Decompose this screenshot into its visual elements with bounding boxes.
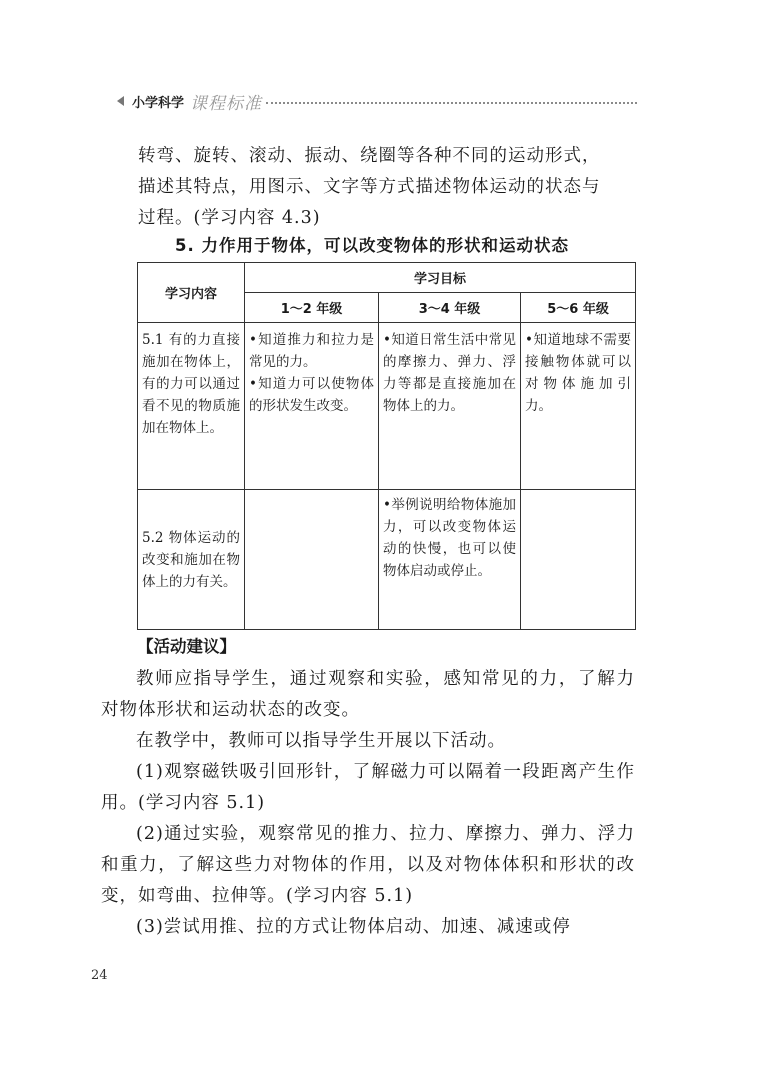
paragraph-4: (2)通过实验，观察常见的推力、拉力、摩擦力、弹力、浮力和重力，了解这些力对物体的作用，以及对物体体积和形状的改变，如弯曲、拉伸等。(学习内容 5.1)	[101, 824, 635, 906]
paragraph-5: (3)尝试用推、拉的方式让物体启动、加速、减速或停	[136, 917, 571, 937]
header-subject: 小学科学	[132, 95, 185, 111]
paragraph-1: 教师应指导学生，通过观察和实验，感知常见的力，了解力对物体形状和运动状态的改变。	[101, 669, 635, 720]
header-learning-goals: 学习目标	[245, 263, 636, 293]
running-header	[117, 88, 637, 114]
intro-line-3: 过程。(学习内容 4.3)	[138, 208, 321, 228]
row2-grade-5-6	[521, 490, 636, 630]
learning-goals-table	[137, 262, 636, 630]
row1-grade-1-2: •知道推力和拉力是常见的力。 •知道力可以使物体的形状发生改变。	[245, 323, 379, 490]
table-row	[138, 323, 636, 490]
table-row	[138, 490, 636, 630]
activity-heading: 【活动建议】	[137, 637, 236, 656]
row1-grade-5-6: •知道地球不需要接触物体就可以对物体施加引力。	[521, 323, 636, 490]
paragraph-2: 在教学中，教师可以指导学生开展以下活动。	[136, 731, 506, 751]
row1-content: 5.1 有的力直接施加在物体上，有的力可以通过看不见的物质施加在物体上。	[138, 323, 245, 490]
header-book-title: 课程标准	[190, 93, 263, 114]
row2-content: 5.2 物体运动的改变和施加在物体上的力有关。	[138, 490, 245, 630]
header-grade-1-2: 1～2 年级	[245, 293, 379, 323]
header-dotted-rule	[266, 102, 637, 104]
row2-grade-3-4: •举例说明给物体施加力，可以改变物体运动的快慢，也可以使物体启动或停止。	[379, 490, 521, 630]
row2-grade-1-2	[245, 490, 379, 630]
page-number: 24	[91, 968, 108, 983]
left-triangle-icon	[117, 96, 124, 106]
header-learning-content: 学习内容	[138, 263, 245, 323]
header-grade-5-6: 5～6 年级	[521, 293, 636, 323]
intro-line-2: 描述其特点，用图示、文字等方式描述物体运动的状态与	[138, 177, 601, 197]
row1-grade-3-4: •知道日常生活中常见的摩擦力、弹力、浮力等都是直接施加在物体上的力。	[379, 323, 521, 490]
intro-line-1: 转弯、旋转、滚动、振动、绕圈等各种不同的运动形式，	[138, 146, 601, 166]
paragraph-3: (1)观察磁铁吸引回形针，了解磁力可以隔着一段距离产生作用。(学习内容 5.1)	[101, 762, 635, 813]
header-grade-3-4: 3～4 年级	[379, 293, 521, 323]
section-title: 5. 力作用于物体，可以改变物体的形状和运动状态	[175, 236, 569, 255]
